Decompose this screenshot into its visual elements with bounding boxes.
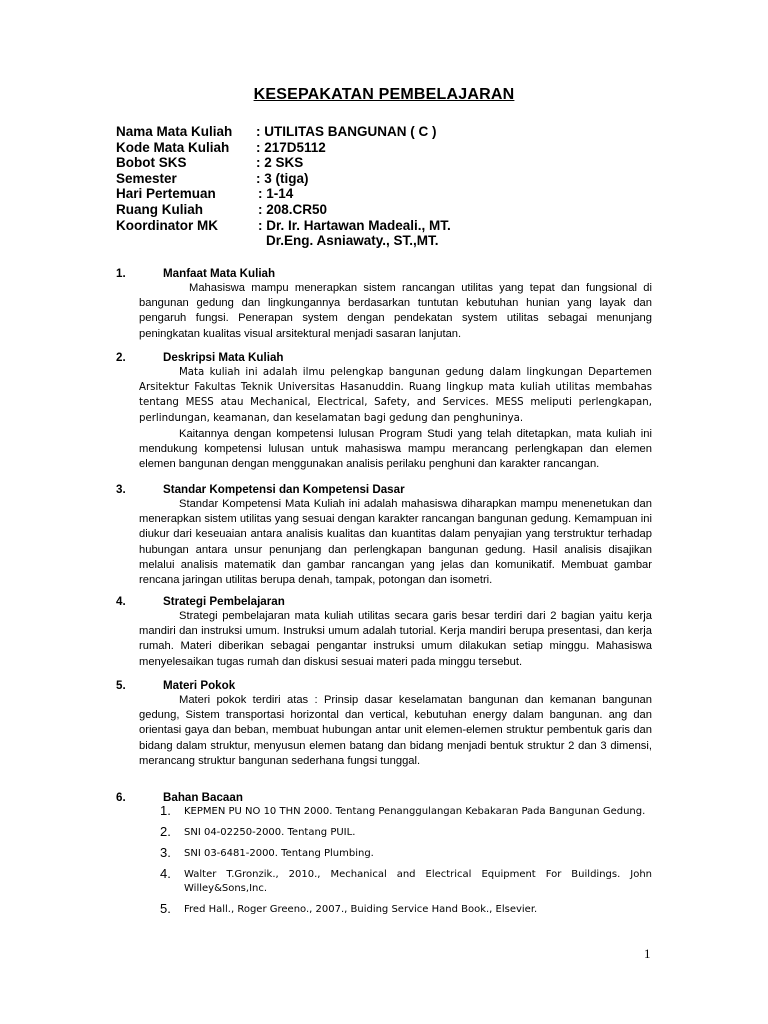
info-row-coordinator [116,218,676,234]
section-heading [116,482,652,497]
reference-text: SNI 03-6481-2000. Tentang Plumbing. [184,848,374,859]
reference-text: Walter T.Gronzik., 2010., Mechanical and Electrical Equipment For Buildings. John Willey&Sons,Inc. [184,869,652,894]
info-value: : UTILITAS BANGUNAN ( C ) [256,124,437,139]
reference-item [160,903,652,917]
reference-number: 3. [160,845,171,860]
info-label: Kode Mata Kuliah [116,139,230,155]
reference-item [160,826,652,840]
info-label: Semester [116,170,177,186]
section-competency [116,482,652,588]
section-number: 4. [116,595,126,608]
section-body [139,281,652,342]
section-title: Bahan Bacaan [163,791,243,804]
section-number: 1. [116,267,126,280]
info-value: : 208.CR50 [258,201,328,217]
paragraph: Mata kuliah ini adalah ilmu pelengkap bangunan gedung dalam lingkungan Departemen Arsitektur Fakultas Teknik Universitas Hasanuddin. Ruang lingkup mata kuliah utilitas membahas tentang MESS atau Mechanical, Electrical, Safety, and Services. MESS meliputi perlengkapan, perlindungan, keamanan, dan keselamatan bagi gedung dan penghuninya. [139,367,652,424]
coordinator-second-name: Dr.Eng. Asniawaty., ST.,MT. [266,233,439,249]
section-body [139,497,652,588]
info-label: Ruang Kuliah [116,201,203,217]
info-label: Hari Pertemuan [116,186,216,202]
info-row-semester [116,171,676,187]
section-number: 3. [116,483,126,496]
reference-list [160,805,652,917]
section-description [116,350,652,472]
paragraph: Kaitannya dengan kompetensi lulusan Program Studi yang telah ditetapkan, mata kuliah ini mendukung kompetensi lulusan untuk mahasiswa mampu merancang perlengkapan dan elemen elemen bangunan dengan menggunakan analisis perilaku penghuni dan karakter rancangan. [139,427,652,471]
info-value: : 217D5112 [256,139,326,155]
paragraph: Materi pokok terdiri atas : Prinsip dasar keselamatan bangunan dan kemanan bangunan gedung, Sistem transportasi horizontal dan vertical, kebutuhan energy dalam bangunan. ang dan orientasi gaya dan beban, membuat hubungan antar unit elemen-elemen struktur pembentuk garis dan bidang dalam struktur, menyusun elemen batang dan bidang menjadi bentuk struktur 2 dan 3 dimensi, merancang struktur bangunan sederhana fungsi tunggal. [139,694,652,767]
document-title: KESEPAKATAN PEMBELAJARAN [253,86,515,103]
info-row-course-name [116,124,676,140]
reference-item [160,805,652,819]
section-body [139,365,652,472]
page-number: 1 [644,946,651,961]
section-heading [116,594,652,609]
section-heading [116,350,652,365]
info-row-course-code [116,140,676,156]
reference-text: Fred Hall., Roger Greeno., 2007., Buiding Service Hand Book., Elsevier. [184,904,538,915]
reference-item [160,847,652,861]
section-number: 6. [116,791,126,804]
info-row-room [116,202,676,218]
info-row-meetings [116,186,676,202]
info-value: : 1-14 [258,186,294,202]
section-material [116,678,652,769]
reference-number: 2. [160,824,171,839]
section-reading [116,790,652,924]
reference-number: 1. [160,803,171,818]
info-label: Nama Mata Kuliah [116,124,233,139]
section-title: Materi Pokok [163,679,236,692]
reference-text: SNI 04-02250-2000. Tentang PUIL. [184,827,356,838]
section-title: Standar Kompetensi dan Kompetensi Dasar [163,483,405,496]
section-benefit [116,266,652,342]
reference-number: 4. [160,866,171,881]
section-number: 2. [116,351,126,364]
info-row-credits [116,155,676,171]
info-label: Bobot SKS [116,155,187,171]
section-title: Deskripsi Mata Kuliah [163,351,284,364]
course-info-block [116,124,676,249]
info-row-coordinator-2 [116,233,676,249]
info-label: Koordinator MK [116,217,218,233]
section-heading [116,790,652,805]
reference-number: 5. [160,901,171,916]
section-strategy [116,594,652,670]
info-value: : 2 SKS [256,155,304,171]
reference-text: KEPMEN PU NO 10 THN 2000. Tentang Penanggulangan Kebakaran Pada Bangunan Gedung. [184,806,646,817]
section-body [139,609,652,670]
reference-item [160,868,652,896]
paragraph: Strategi pembelajaran mata kuliah utilitas secara garis besar terdiri dari 2 bagian yaitu kerja mandiri dan instruksi umum. Instruksi umum adalah tutorial. Kerja mandiri berupa presentasi, dan kerja rumah. Materi diberikan sebagai pengantar instruksi umum dilakukan setiap minggu. Mahasiswa menyelesaikan tugas rumah dan diskusi sesuai materi pada minggu tersebut. [139,610,652,668]
paragraph: Standar Kompetensi Mata Kuliah ini adalah mahasiswa diharapkan mampu menenetukan dan menerapkan sistem utilitas yang sesuai dengan karakter rancangan bangunan gedung. Kemampuan ini diukur dari keseuaian antara analisis kualitas dan kuantitas dalam penyajian yang terstruktur terhadap hubungan antara unsur penunjang dan perlengkapan bangunan gedung. Hasil analisis disajikan melalui analisis matematik dan gambar rancangan yang jelas dan komunikatif. Membuat gambar rencana jaringan utilitas berupa denah, tampak, potongan dan isometri. [139,498,652,587]
section-title: Strategi Pembelajaran [163,595,285,608]
section-body [139,693,652,769]
section-title: Manfaat Mata Kuliah [163,267,276,280]
section-heading [116,678,652,693]
info-value: : 3 (tiga) [256,170,309,186]
info-value: : Dr. Ir. Hartawan Madeali., MT. [258,217,451,233]
section-heading [116,266,652,281]
paragraph: Mahasiswa mampu menerapkan sistem rancangan utilitas yang tepat dan fungsional di bangunan gedung dan lingkungannya berdasarkan tuntutan kebutuhan hunian yang layak dan pengaruh fungsi. Penerapan system dengan pendekatan system utilitas sebagai menunjang peningkatan kualitas visual arsitektural menjadi sasaran lanjutan. [139,282,652,340]
section-number: 5. [116,679,126,692]
